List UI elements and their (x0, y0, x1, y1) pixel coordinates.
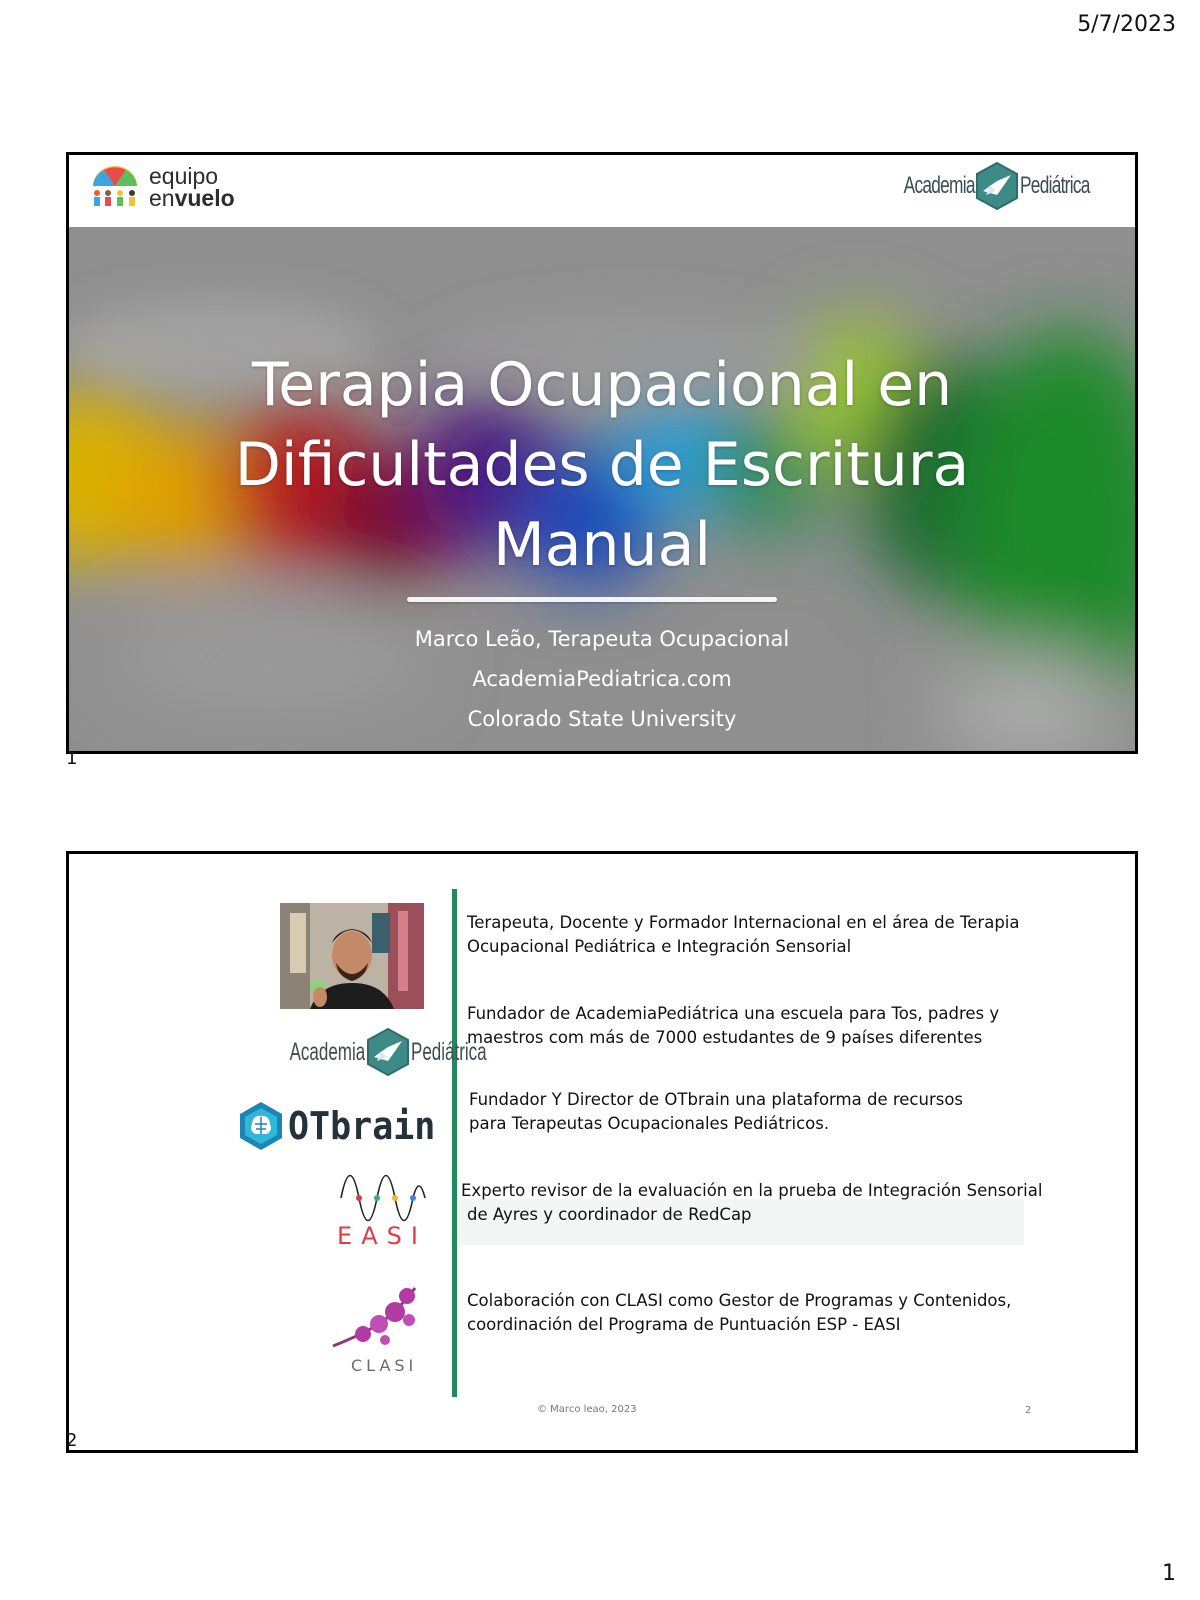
title-line-3: Manual (492, 510, 712, 580)
page-number: 1 (1162, 1561, 1176, 1586)
slide-1-title (69, 345, 1135, 585)
bio-item-4: Experto revisor de la evaluación en la prueba de Integración Sensorial de Ayres y coordinador de RedCap (461, 1181, 1043, 1224)
umbrella-kids-icon (89, 164, 141, 210)
website-line: AcademiaPediatrica.com (472, 667, 732, 691)
crane-hexagon-icon (974, 161, 1020, 211)
easi-logo: EASI (337, 1172, 427, 1262)
title-line-1: Terapia Ocupacional en (251, 350, 953, 420)
otbrain-logo: OTbrain (237, 1100, 448, 1152)
academia-pediatrica-logo-small: Academia Pediátrica (254, 1027, 522, 1077)
presenter-photo (280, 903, 424, 1009)
slide-1-header (69, 155, 1135, 227)
cherry-blossom-icon (329, 1284, 429, 1364)
crane-hexagon-icon (365, 1027, 411, 1077)
university-line: Colorado State University (467, 707, 737, 731)
page-date: 5/7/2023 (1077, 12, 1176, 37)
slide-1 (66, 152, 1138, 754)
brain-hexagon-icon (237, 1100, 285, 1152)
green-divider (452, 889, 457, 1397)
author-line: Marco Leão, Terapeuta Ocupacional (414, 627, 790, 651)
bio-item-1: Terapeuta, Docente y Formador Internacional en el área de Terapia Ocupacional Pediátrica e Integración Sensorial (467, 913, 1020, 956)
logo-line-1: equipo (149, 163, 219, 189)
slide-2 (66, 851, 1138, 1453)
sine-wave-icon (337, 1172, 427, 1222)
academia-pediatrica-logo: Academia Pediátrica (876, 161, 1117, 211)
slide-1-subtitle (69, 619, 1135, 739)
equipo-en-vuelo-logo (89, 164, 235, 210)
slide-1-number: 1 (66, 748, 78, 769)
bio-item-2: Fundador de AcademiaPediátrica una escuela para Tos, padres y maestros com más de 7000 estudantes de 9 países diferentes (467, 1004, 1000, 1047)
title-divider (407, 597, 777, 602)
logo-line-2: envuelo (149, 185, 235, 211)
bio-item-5: Colaboración con CLASI como Gestor de Programas y Contenidos, coordinación del Programa de Puntuación ESP - EASI (467, 1291, 1012, 1334)
bio-item-3: Fundador Y Director de OTbrain una plataforma de recursos para Terapeutas Ocupacionales Pediátricos. (469, 1090, 964, 1133)
presenter-photo-image (280, 903, 424, 1009)
clasi-logo: CLASI (329, 1284, 429, 1384)
slide-2-footer: © Marco leao, 2023 (537, 1404, 637, 1415)
slide-2-footer-number: 2 (1025, 1405, 1032, 1416)
title-line-2: Dificultades de Escritura (234, 430, 970, 500)
slide-1-background (69, 227, 1135, 754)
slide-2-number: 2 (66, 1430, 78, 1451)
